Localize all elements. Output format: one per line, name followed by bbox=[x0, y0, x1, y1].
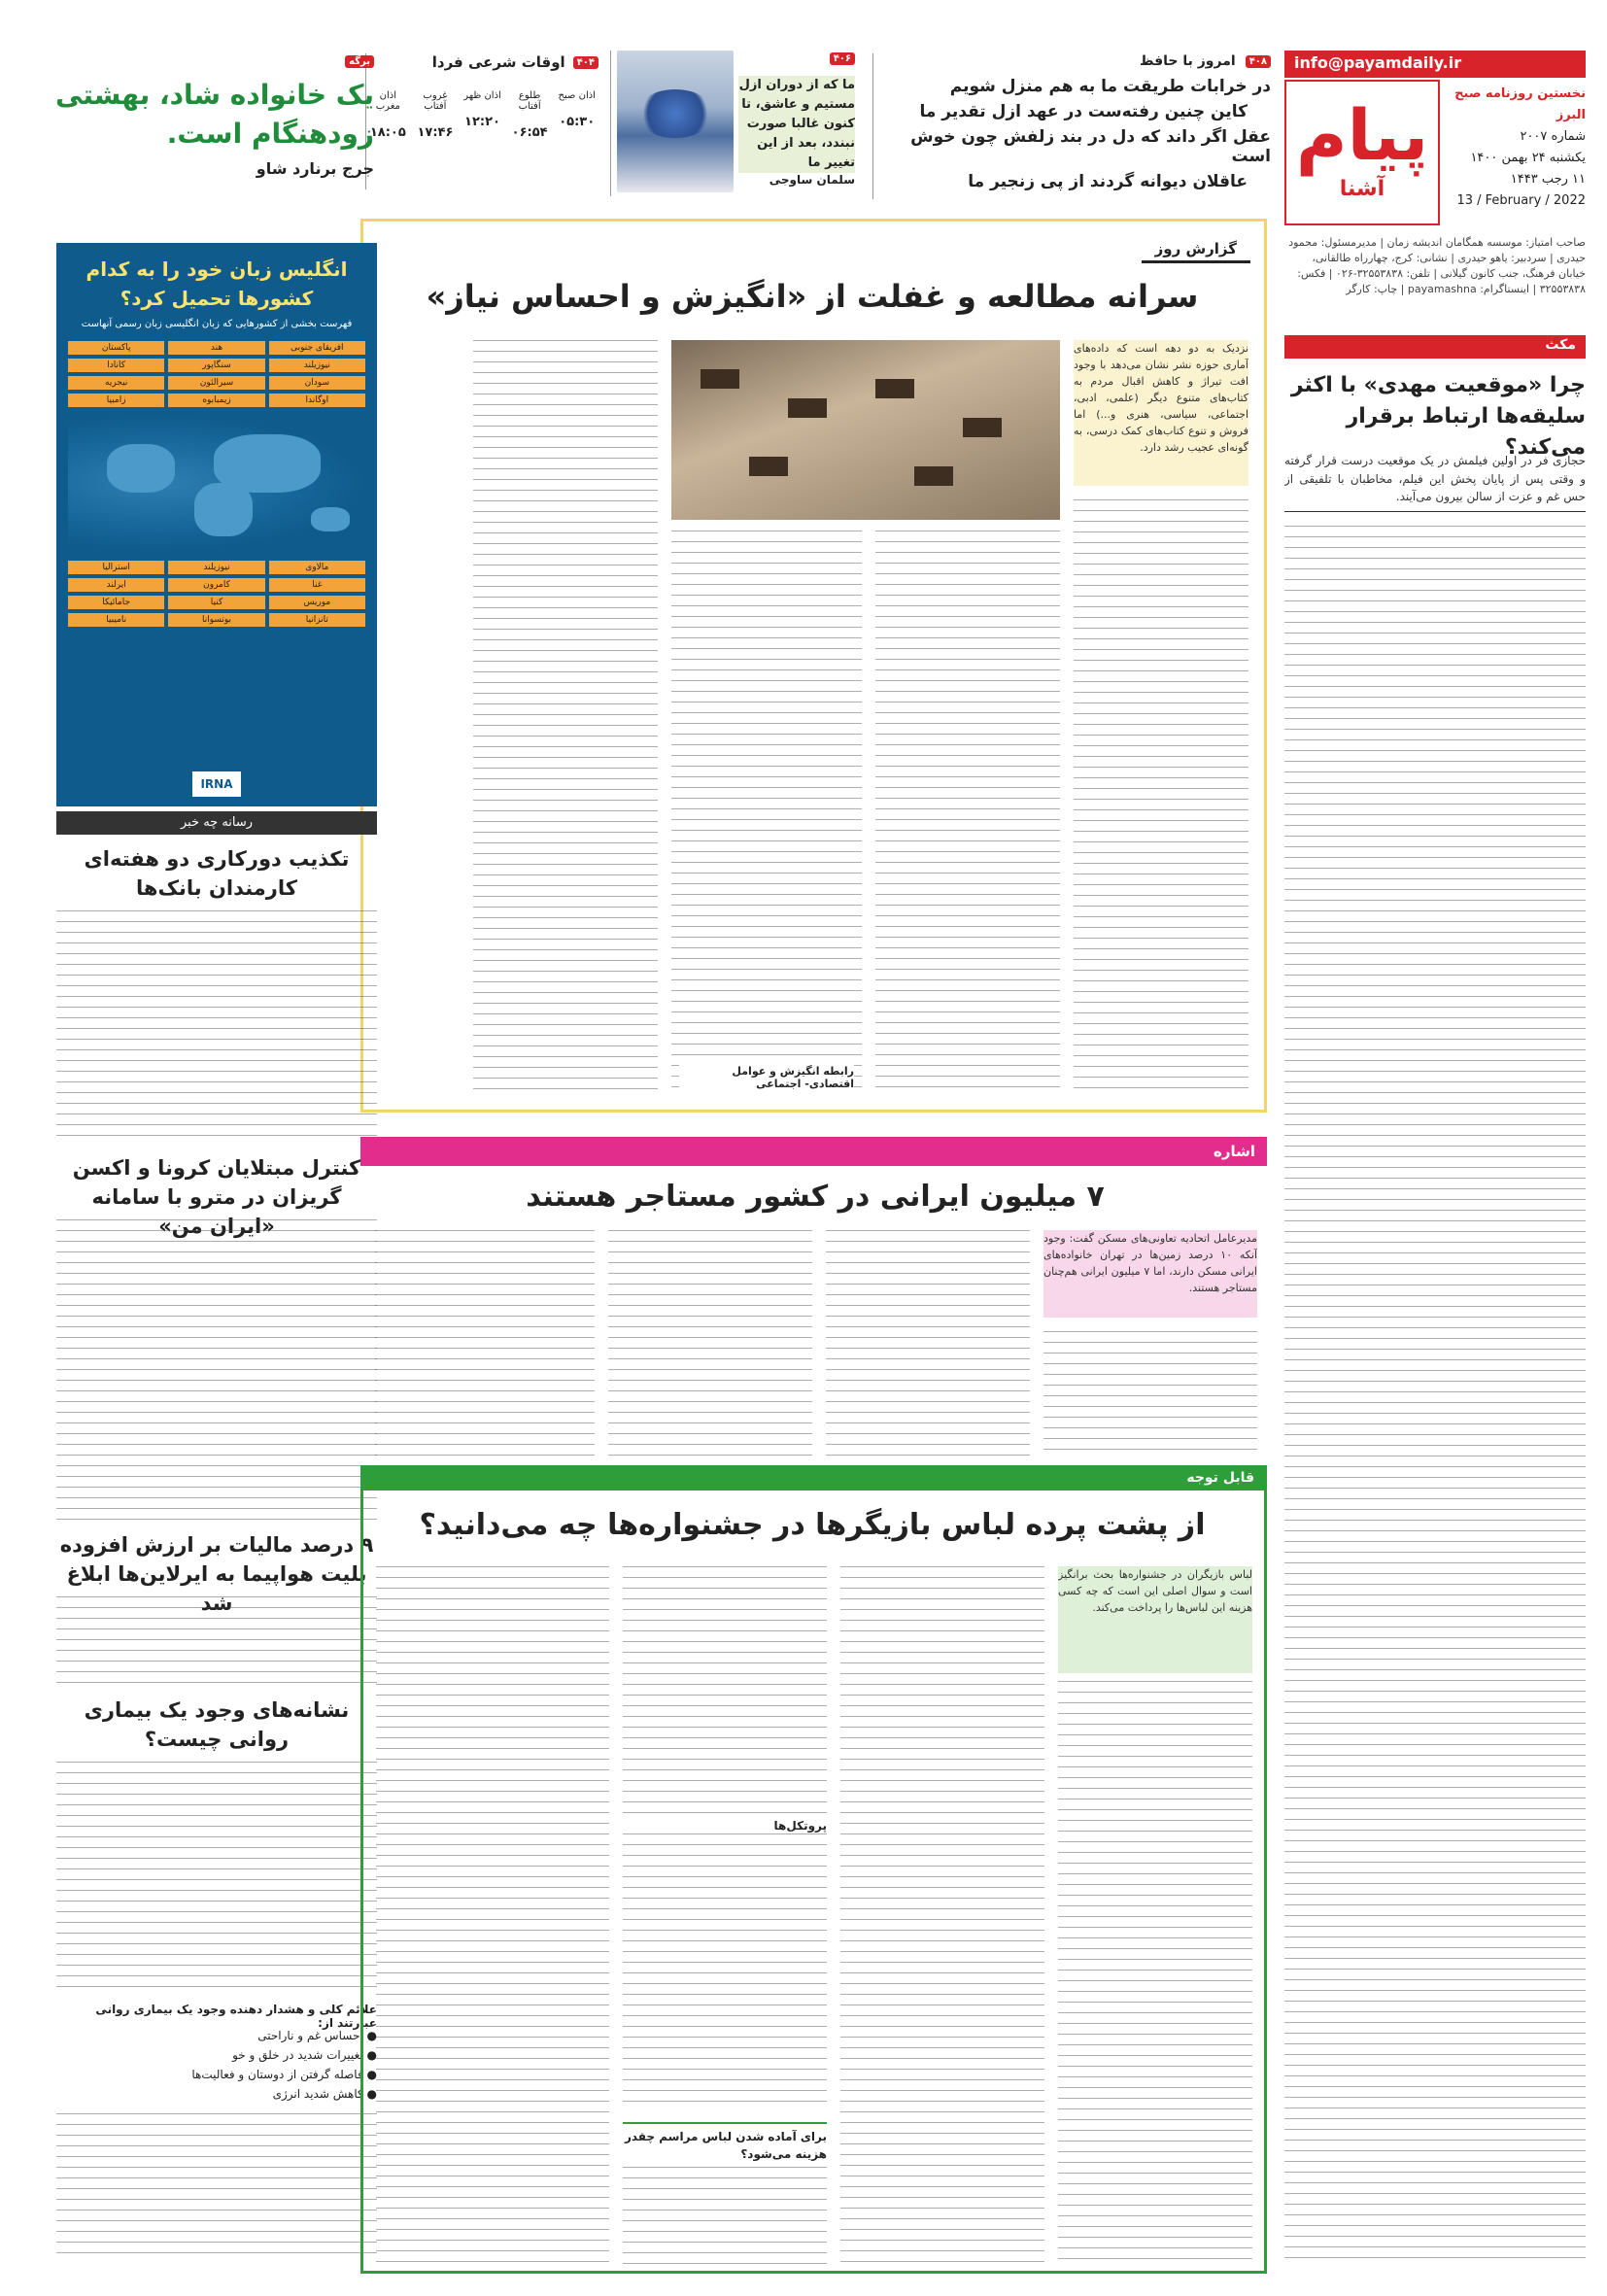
hint-lead: مدیرعامل اتحادیه تعاونی‌های مسکن گفت: وجود آنکه ۱۰ درصد زمین‌ها در تهران خانواده‌های ایرانی مسکن دارند، اما ۷ میلیون ایرانی هم‌چنان مستاجر هستند. bbox=[1043, 1230, 1257, 1318]
poem-block bbox=[872, 53, 1271, 199]
poem-line-3: عقل اگر داند که دل در بند زلفش چون خوش است bbox=[910, 127, 1271, 166]
list-item: ● تغییرات شدید در خلق و خو bbox=[232, 2048, 377, 2062]
top-quote-badge: برگه bbox=[345, 55, 374, 68]
country-label: ایرلند bbox=[68, 578, 164, 592]
country-label: ناميبيا bbox=[68, 613, 164, 627]
country-label: زیمبابوه bbox=[168, 394, 264, 407]
infographic-title: انگلیس زبان خود را به کدام کشورها تحمیل کرد؟ bbox=[85, 257, 348, 310]
logo: پیام bbox=[1295, 94, 1429, 176]
top-quote bbox=[39, 53, 374, 189]
prayer-label: اذان ظهر bbox=[463, 90, 501, 101]
country-label: سودان bbox=[269, 376, 365, 390]
top-quote-text: یک خانواده شاد، بهشتی زودهنگام است. bbox=[55, 79, 374, 150]
prayer-value: ۱۸:۰۵ bbox=[369, 125, 406, 140]
infographic-subtitle: فهرست بخشی از کشورهایی که زبان انگلیسی زبان رسمی آنهاست bbox=[81, 319, 353, 329]
sidebar-maks bbox=[1284, 335, 1586, 2274]
notice-title: از پشت پرده لباس بازیگرها در جشنواره‌ها چه می‌دانید؟ bbox=[419, 1508, 1206, 1542]
hint-text-2 bbox=[826, 1230, 1030, 1457]
prayer-label: غروب آفتاب bbox=[423, 90, 448, 112]
country-label: کامرون bbox=[168, 578, 264, 592]
email-text: info@payamdaily.ir bbox=[1294, 53, 1462, 72]
country-label: غنا bbox=[269, 578, 365, 592]
notice-boxhead: برای آماده شدن لباس مراسم چقدر هزینه می‌شود؟ bbox=[624, 2130, 827, 2161]
report-lead: نزدیک به دو دهه است که داده‌های آماری حوزه نشر نشان می‌دهد با وجود افت تیراژ و کاهش اقبال مردم به کتاب‌های متنوع دیگر (علمی، ادبی، اجتماعی، سیاسی، هنری و...) اما فروش و تنوع کتاب‌های کمک درسی، به گونه‌ای عجیب رشد دارد. bbox=[1074, 340, 1248, 486]
brief-bullets bbox=[56, 2026, 377, 2104]
logo-block bbox=[1284, 80, 1440, 225]
poem-badge: ۴۰۸ bbox=[1246, 55, 1271, 68]
sidebar-tag: مکث bbox=[1545, 337, 1576, 353]
notice-section bbox=[360, 1465, 1267, 2274]
country-label: هند bbox=[168, 341, 264, 355]
report-col-2 bbox=[875, 531, 1060, 1094]
sidebar-lead: حجازی فر در اولین فیلمش در یک موقعیت درست قرار گرفته و وقتی پس از پایان پخش این فیلم، مخاطبان با تلفیقی از حس غم و عزت از سالن بیرون می‌آیند. bbox=[1284, 452, 1586, 512]
prayer-label: اذان صبح bbox=[558, 90, 596, 101]
hint-section bbox=[360, 1137, 1267, 1448]
bullet-text: احساس غم و ناراحتی bbox=[257, 2029, 363, 2042]
credits: صاحب امتیاز: موسسه همگامان اندیشه زمان | مدیرمسئول: محمود حیدری | سردبیر: یاهو حیدری | نشانی: کرج، چهارراه طالقانی، خیابان فرهنگ، جنب کانون گیلانی | تلفن: ۳۲۵۵۳۸۳۸-۰۲۶ | فکس: ۳۲۵۵۳۸۳۸ | اینستاگرام: payamashna | چاپ: کارگر bbox=[1288, 236, 1586, 295]
notice-box-text bbox=[623, 2167, 827, 2264]
bullet-text: فاصله گرفتن از دوستان و فعالیت‌ها bbox=[191, 2068, 363, 2081]
notice-lead: لباس بازیگران در جشنواره‌ها بحث برانگیز است و سوال اصلی این است که چه کسی هزینه این لباس‌ها را پرداخت می‌کند. bbox=[1058, 1566, 1252, 1673]
country-label: زامبیا bbox=[68, 394, 164, 407]
country-label: سنگاپور bbox=[168, 359, 264, 372]
date-fa: یکشنبه ۲۴ بهمن ۱۴۰۰ bbox=[1470, 151, 1586, 165]
irna-logo: IRNA bbox=[192, 771, 241, 797]
prayer-value: ۱۲:۲۰ bbox=[464, 115, 500, 129]
infographic-grid-top bbox=[56, 331, 377, 411]
poem-line-2: کاین چنین رفته‌ست در عهد ازل تقدیر ما bbox=[919, 102, 1248, 121]
brief-text-5 bbox=[56, 2113, 377, 2259]
world-map bbox=[68, 415, 365, 551]
brief-h2: کنترل مبتلایان کرونا و اکسن گریزان در مترو با سامانه «ایران من» bbox=[72, 1156, 361, 1238]
country-label: نیوزیلند bbox=[269, 359, 365, 372]
hint-text-3 bbox=[608, 1230, 812, 1457]
infographic bbox=[56, 243, 377, 806]
report-col-3 bbox=[671, 531, 862, 1094]
sidebar-body-text bbox=[1284, 526, 1586, 2265]
flower-image bbox=[617, 51, 734, 192]
country-label: استرالیا bbox=[68, 561, 164, 574]
top-quote-author: جرج برنارد شاو bbox=[256, 159, 374, 178]
hint-title: ۷ میلیون ایرانی در کشور مستاجر هستند bbox=[526, 1180, 1105, 1214]
notice-text-4 bbox=[376, 1566, 609, 2266]
country-label: مالاوی bbox=[269, 561, 365, 574]
quote-badge: ۴۰۶ bbox=[830, 52, 855, 65]
prayer-table bbox=[366, 90, 598, 140]
prayer-label: طلوع آفتاب bbox=[518, 90, 541, 112]
brief-h3: ۹ درصد مالیات بر ارزش افزوده بلیت هواپیما به ایرلاین‌ها ابلاغ شد bbox=[59, 1533, 374, 1615]
notice-text-1 bbox=[1058, 1681, 1252, 2264]
country-label: جامائیکا bbox=[68, 596, 164, 609]
notice-box bbox=[623, 2122, 827, 2266]
email-bar bbox=[1284, 51, 1586, 78]
tagline: نخستین روزنامه صبح البرز bbox=[1454, 86, 1586, 122]
sidebar-tag-bar bbox=[1284, 335, 1586, 359]
country-label: افریقای جنوبی bbox=[269, 341, 365, 355]
country-label: سیرالئون bbox=[168, 376, 264, 390]
brief-h1: تکذیب دورکاری دو هفته‌ای کارمندان بانک‌ها bbox=[84, 847, 350, 900]
date-hijri: ۱۱ رجب ۱۴۴۳ bbox=[1510, 172, 1586, 187]
report-col-4 bbox=[473, 340, 658, 1098]
logo-sub: آشنا bbox=[1339, 177, 1385, 201]
hint-text-4 bbox=[375, 1230, 595, 1457]
quote-box bbox=[610, 51, 859, 196]
poem-tag: امروز با حافظ bbox=[1139, 53, 1236, 69]
notice-subhead: پروتکل‌ها bbox=[623, 1819, 827, 1833]
brief-text-2 bbox=[56, 1219, 377, 1521]
country-label: نیجریه bbox=[68, 376, 164, 390]
brief-column bbox=[56, 811, 377, 2274]
country-label: کانادا bbox=[68, 359, 164, 372]
list-item: ● احساس غم و ناراحتی bbox=[257, 2029, 377, 2042]
country-label: موریس bbox=[269, 596, 365, 609]
country-label: پاکستان bbox=[68, 341, 164, 355]
list-item: ● فاصله گرفتن از دوستان و فعالیت‌ها bbox=[191, 2068, 377, 2081]
notice-tag: قابل توجه bbox=[1186, 1470, 1254, 1486]
country-label: بوتسوانا bbox=[168, 613, 264, 627]
issue-number: شماره ۲۰۰۷ bbox=[1520, 129, 1586, 144]
report-col-intro bbox=[1074, 499, 1248, 1097]
report-title: سرانه مطالعه و غفلت از «انگیزش و احساس نیاز» bbox=[426, 278, 1199, 315]
hint-text-1 bbox=[1043, 1331, 1257, 1457]
report-section bbox=[360, 219, 1267, 1113]
country-label: اوگاندا bbox=[269, 394, 365, 407]
list-item: ● کاهش شدید انرژی bbox=[272, 2087, 377, 2101]
brief-text-3 bbox=[56, 1596, 377, 1686]
quote-author: سلمان ساوجی bbox=[769, 173, 855, 187]
notice-text-2 bbox=[840, 1566, 1044, 2266]
brief-tag-bar bbox=[56, 811, 377, 835]
prayer-badge: ۴۰۴ bbox=[573, 56, 598, 69]
report-caption: رابطه انگیزش و عوامل اقتصادی- اجتماعی bbox=[679, 1065, 854, 1090]
notice-text-3 bbox=[623, 1566, 827, 2110]
prayer-value: ۰۵:۳۰ bbox=[559, 115, 596, 129]
bullet-text: کاهش شدید انرژی bbox=[272, 2087, 363, 2101]
date-en: 13 / February / 2022 bbox=[1456, 193, 1586, 208]
prayer-value: ۱۷:۴۶ bbox=[417, 125, 454, 140]
brief-h4: نشانه‌های وجود یک بیماری روانی چیست؟ bbox=[84, 1698, 350, 1751]
prayer-title: اوقات شرعی فردا bbox=[431, 53, 565, 71]
poem-line-1: در خرابات طریقت ما به هم منزل شویم bbox=[949, 77, 1271, 96]
prayer-value: ۰۶:۵۴ bbox=[511, 125, 548, 140]
hint-tag: اشاره bbox=[1213, 1143, 1255, 1160]
country-label: کنیا bbox=[168, 596, 264, 609]
library-photo bbox=[671, 340, 1060, 520]
sidebar-title: چرا «موقعیت مهدی» با اکثر سلیقه‌ها ارتباط برقرار می‌کند؟ bbox=[1290, 373, 1586, 460]
report-tag: گزارش روز bbox=[1142, 237, 1250, 263]
masthead bbox=[1284, 51, 1586, 313]
quote-text: ما که از دوران ازل مستیم و عاشق، تا کنون غالبا صورت نبندد، بعد از این تغییر ما bbox=[738, 76, 855, 173]
brief-text-4 bbox=[56, 1762, 377, 1995]
prayer-times bbox=[365, 53, 598, 189]
brief-tag: رسانه چه خبر bbox=[180, 815, 254, 830]
poem-line-4: عاقلان دیوانه گردند از پی زنجیر ما bbox=[968, 172, 1248, 191]
prayer-label: اذان مغرب bbox=[375, 90, 400, 112]
infographic-grid-bottom bbox=[56, 555, 377, 633]
brief-text-1 bbox=[56, 910, 377, 1144]
bullet-text: تغییرات شدید در خلق و خو bbox=[232, 2048, 363, 2062]
country-label: نیوزیلند bbox=[168, 561, 264, 574]
brief-sub4: علائم کلی و هشدار دهنده وجود یک بیماری روانی عبارتند از: bbox=[95, 2003, 377, 2030]
country-label: تانزانیا bbox=[269, 613, 365, 627]
masthead-meta bbox=[1446, 84, 1586, 229]
